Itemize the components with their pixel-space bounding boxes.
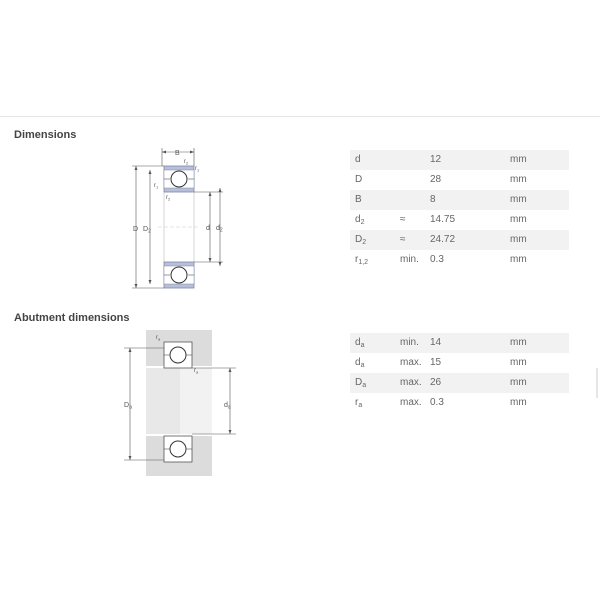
scrollbar[interactable]: [596, 368, 598, 398]
row-unit: mm: [510, 377, 527, 388]
row-unit: mm: [510, 357, 527, 368]
dimensions-title: Dimensions: [14, 129, 77, 141]
label-r1-right: $r_1$: [195, 166, 200, 173]
row-value: 0.3: [430, 254, 444, 265]
row-value: 15: [430, 357, 442, 368]
row-relation: min.: [400, 254, 419, 265]
label-D: D: [133, 226, 139, 233]
row-relation: max.: [400, 397, 422, 408]
abutment-table: [350, 333, 569, 413]
label-r2-top: $r_2$: [184, 159, 189, 166]
row-value: 28: [430, 174, 442, 185]
table-row: [350, 150, 569, 170]
label-r2-bottom: $r_2$: [166, 195, 171, 202]
row-value: 8: [430, 194, 436, 205]
row-unit: mm: [510, 234, 527, 245]
dimensions-table: [350, 150, 569, 270]
row-symbol: $D_a$: [355, 377, 367, 389]
row-symbol: $d_a$: [355, 337, 365, 349]
row-symbol: $r_a$: [355, 397, 363, 409]
table-row: [350, 373, 569, 393]
table-row: [350, 250, 569, 270]
row-unit: mm: [510, 254, 527, 265]
row-symbol: D: [355, 174, 363, 185]
row-unit: mm: [510, 174, 527, 185]
row-unit: mm: [510, 397, 527, 408]
row-symbol: $r_{1,2}$: [355, 254, 369, 266]
row-symbol: $D_2$: [355, 234, 367, 246]
table-row: [350, 230, 569, 250]
table-row: [350, 333, 569, 353]
table-row: [350, 210, 569, 230]
abutment-dimensions-title: Abutment dimensions: [14, 312, 130, 324]
table-row: [350, 353, 569, 373]
label-d: d: [206, 225, 210, 232]
table-row: [350, 393, 569, 413]
label-ra-right: $r_a$: [194, 368, 199, 375]
row-value: 26: [430, 377, 442, 388]
row-value: 14.75: [430, 214, 456, 225]
row-symbol: $d_2$: [355, 214, 365, 226]
label-ra-top: $r_a$: [156, 335, 161, 342]
row-unit: mm: [510, 337, 527, 348]
row-value: 0.3: [430, 397, 444, 408]
row-value: 24.72: [430, 234, 456, 245]
row-symbol: B: [355, 194, 362, 205]
top-divider: [0, 116, 600, 117]
row-value: 12: [430, 154, 442, 165]
row-unit: mm: [510, 154, 527, 165]
row-relation: max.: [400, 377, 422, 388]
row-unit: mm: [510, 214, 527, 225]
row-unit: mm: [510, 194, 527, 205]
row-relation: min.: [400, 337, 419, 348]
bearing-dimensions-drawing: [128, 144, 238, 299]
label-d2: $d_2$: [216, 225, 223, 234]
row-relation: max.: [400, 357, 422, 368]
table-row: [350, 190, 569, 210]
abutment-dimensions-drawing: [118, 328, 248, 483]
row-value: 14: [430, 337, 442, 348]
row-symbol: d: [355, 154, 361, 165]
label-r1-left: $r_1$: [154, 183, 159, 190]
label-Da: $D_a$: [124, 402, 132, 411]
row-relation: ≈: [400, 234, 406, 245]
label-B: B: [175, 150, 180, 157]
label-da: $d_a$: [224, 402, 231, 411]
row-symbol: $d_a$: [355, 357, 365, 369]
label-D2: $D_2$: [143, 226, 151, 235]
table-row: [350, 170, 569, 190]
row-relation: ≈: [400, 214, 406, 225]
